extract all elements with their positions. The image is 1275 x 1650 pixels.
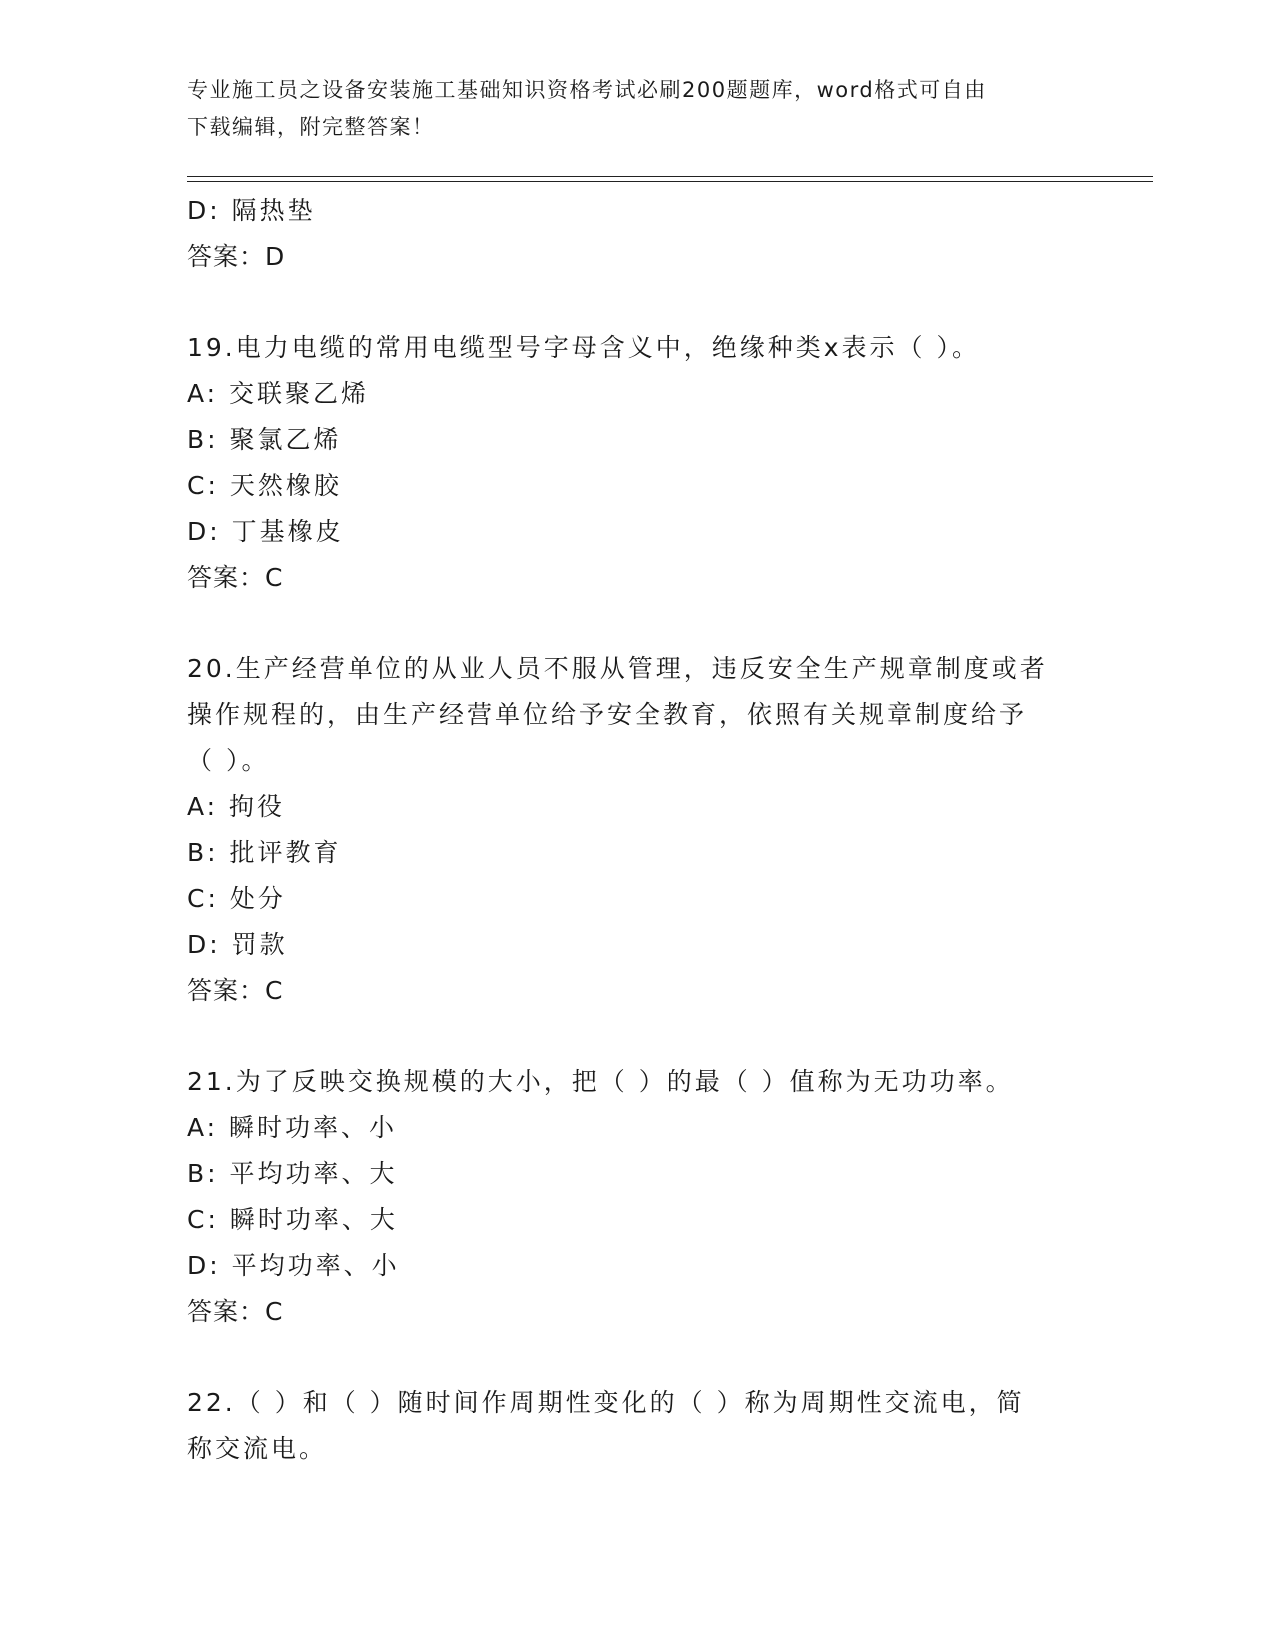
option-a: A: 拘役 — [187, 792, 286, 821]
question-text: 21.为了反映交换规模的大小，把（ ）的最（ ）值称为无功功率。 — [187, 1067, 1014, 1096]
question-text-line-2: 称交流电。 — [187, 1434, 328, 1463]
document-body — [187, 188, 1107, 1472]
option-c: C: 瞬时功率、大 — [187, 1205, 398, 1234]
question-text-line-1: 20.生产经营单位的从业人员不服从管理，违反安全生产规章制度或者 — [187, 654, 1048, 683]
option-b: B: 聚氯乙烯 — [187, 425, 342, 454]
option-a: A: 瞬时功率、小 — [187, 1113, 398, 1142]
option-b: B: 平均功率、大 — [187, 1159, 398, 1188]
question-22 — [187, 1380, 1107, 1472]
document-header — [187, 72, 1087, 146]
header-line-2: 下载编辑，附完整答案！ — [187, 115, 435, 139]
option-d: D: 隔热垫 — [187, 196, 316, 225]
question-20 — [187, 646, 1107, 1014]
option-a: A: 交联聚乙烯 — [187, 379, 370, 408]
option-d: D: 平均功率、小 — [187, 1251, 400, 1280]
answer: 答案：C — [187, 563, 284, 592]
question-text-line-2: 操作规程的，由生产经营单位给予安全教育，依照有关规章制度给予 — [187, 700, 1028, 729]
option-b: B: 批评教育 — [187, 838, 342, 867]
question-21 — [187, 1059, 1107, 1335]
header-divider-top — [187, 176, 1153, 177]
answer: 答案：D — [187, 242, 286, 271]
question-19 — [187, 325, 1107, 601]
option-c: C: 处分 — [187, 884, 286, 913]
option-d: D: 丁基橡皮 — [187, 517, 344, 546]
option-d: D: 罚款 — [187, 930, 288, 959]
answer: 答案：C — [187, 976, 284, 1005]
question-text: 19.电力电缆的常用电缆型号字母含义中，绝缘种类x表示（ ）。 — [187, 333, 981, 362]
answer: 答案：C — [187, 1297, 284, 1326]
question-text-line-1: 22.（ ）和（ ）随时间作周期性变化的（ ）称为周期性交流电，简 — [187, 1388, 1025, 1417]
question-text-line-3: （ ）。 — [187, 746, 270, 775]
option-c: C: 天然橡胶 — [187, 471, 342, 500]
header-line-1: 专业施工员之设备安装施工基础知识资格考试必刷200题题库，word格式可自由 — [187, 78, 987, 102]
question-18-tail — [187, 188, 1107, 280]
header-divider-bottom — [187, 181, 1153, 182]
